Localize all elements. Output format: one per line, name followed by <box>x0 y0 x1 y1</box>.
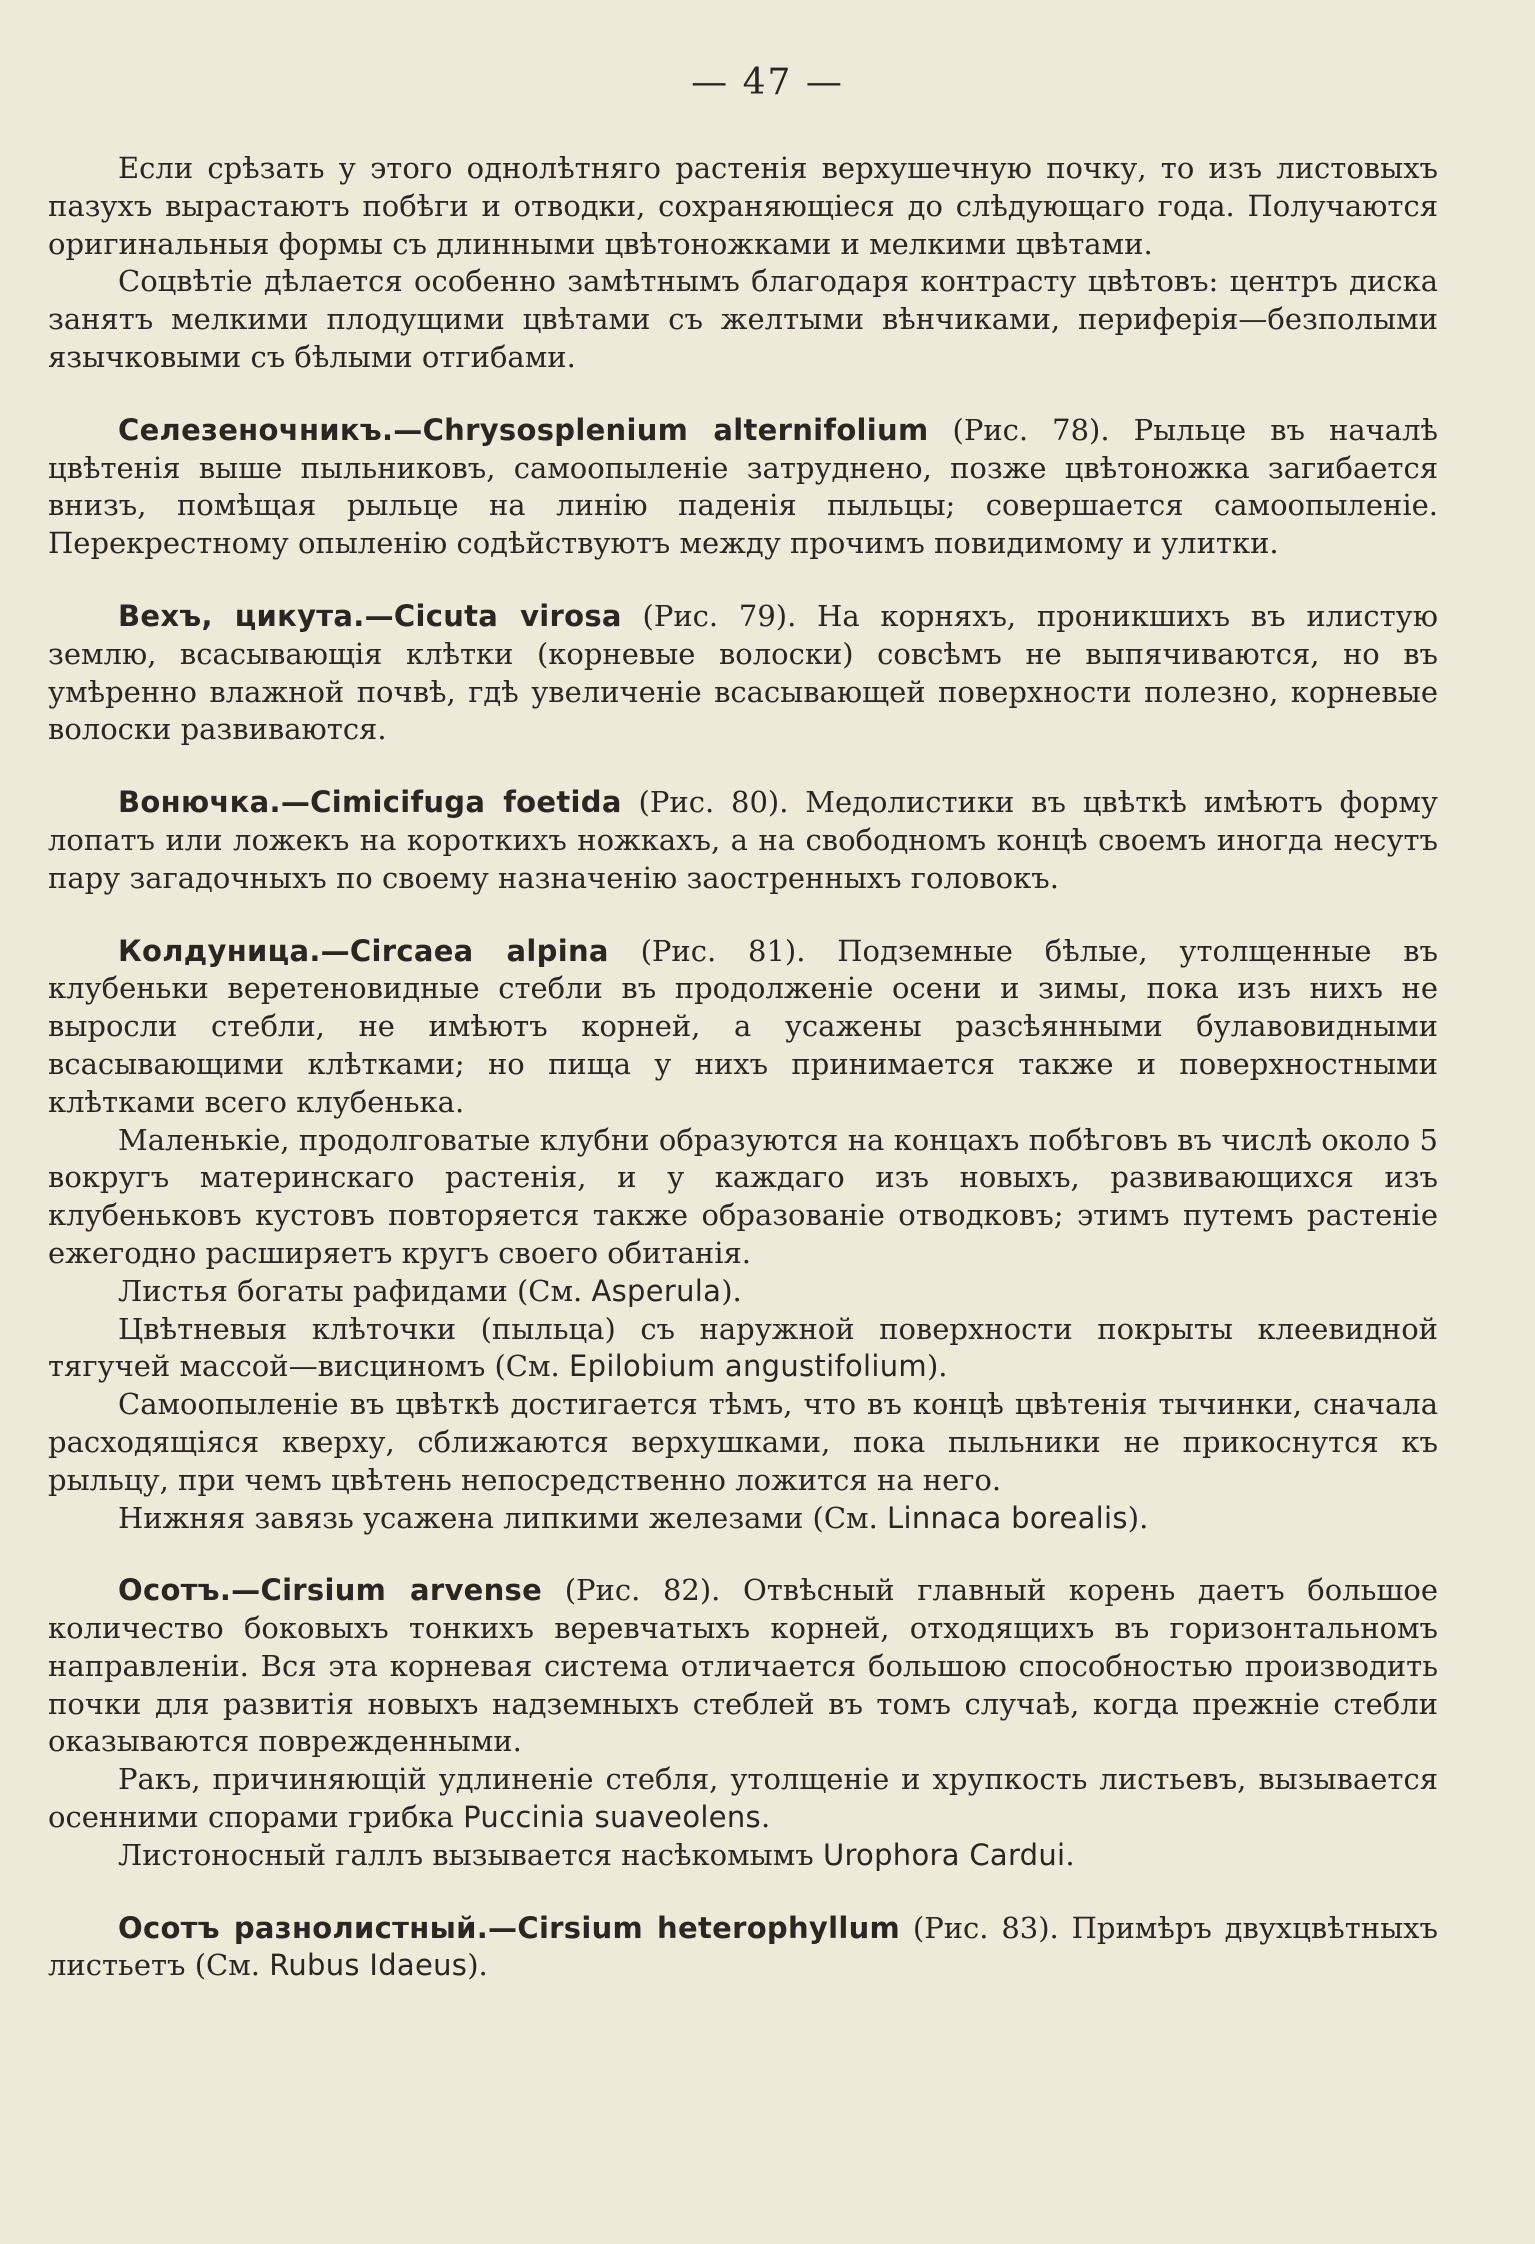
latin-name: Linnaca borealis <box>887 1500 1128 1535</box>
latin-name: Asperula <box>591 1273 722 1308</box>
latin-name: Epilobium angustifolium <box>568 1349 927 1384</box>
entry-term: Селезеночникъ.—Chrysosplenium alternifolium <box>118 412 929 447</box>
paragraph-text: ). <box>926 1349 948 1384</box>
paragraph-text: (Рис. 80). Медолистики въ цвѣткѣ имѣютъ форму лопатъ или ложекъ на короткихъ ножкахъ, а на свободномъ концѣ своемъ иногда несутъ пару загадочныхъ по своему назначенію заостренныхъ головокъ. <box>48 785 1438 895</box>
paragraph-text: Листоносный галлъ вызывается насѣкомымъ <box>118 1837 823 1872</box>
paragraph <box>48 150 1438 263</box>
paragraph-text: ). <box>1127 1500 1149 1535</box>
paragraph-text: (Рис. 81). Подземные бѣлые, утолщенные въ клубеньки веретеновидные стебли въ продолженіе осени и зимы, пока изъ нихъ не выросли стебли, не имѣютъ корней, а усажены разсѣянными булавовидными всасывающими клѣтками; но пища у нихъ принимается также и поверхностными клѣтками всего клубенька. <box>48 933 1438 1119</box>
paragraph <box>48 1273 1438 1311</box>
entry-paragraph <box>48 784 1438 897</box>
entry-term: Колдуница.—Circaea alpina <box>118 933 609 968</box>
entry-paragraph <box>48 1910 1438 1986</box>
paragraph <box>48 1122 1438 1273</box>
entry-paragraph <box>48 933 1438 1122</box>
entry-paragraph <box>48 412 1438 563</box>
paragraph-text: . <box>760 1800 771 1835</box>
latin-name: Puccinia suaveolens <box>463 1800 761 1835</box>
paragraph-text: Соцвѣтіе дѣлается особенно замѣтнымъ благодаря контрасту цвѣтовъ: центръ диска занятъ мелкими плодущими цвѣтами съ желтыми вѣнчиками, периферія—безполыми язычковыми съ бѣлыми отгибами. <box>48 264 1438 374</box>
entry-paragraph <box>48 1572 1438 1761</box>
paragraph <box>48 1386 1438 1499</box>
paragraph-text: Если срѣзать у этого однолѣтняго растенія верхушечную почку, то изъ листовыхъ пазухъ вырастаютъ побѣги и отводки, сохраняющіеся до слѣдующаго года. Получаются оригинальныя формы съ длинными цвѣтоножками и мелкими цвѣтами. <box>48 151 1438 261</box>
paragraph-text: Нижняя завязь усажена липкими железами (См. <box>118 1500 888 1535</box>
paragraph <box>48 1837 1438 1875</box>
paragraph-text: (Рис. 83). Примѣръ двухцвѣтныхъ листьетъ (См. <box>48 1910 1438 1983</box>
page-text <box>48 150 1438 1985</box>
entry-term: Вонючка.—Cimicifuga foetida <box>118 785 622 820</box>
paragraph <box>48 1500 1438 1538</box>
paragraph-text: Ракъ, причиняющій удлиненіе стебля, утолщеніе и хрупкость листьевъ, вызывается осенними спорами грибка <box>48 1762 1438 1835</box>
paragraph-text: Маленькіе, продолговатые клубни образуются на концахъ побѣговъ въ числѣ около 5 вокругъ материнскаго растенія, и у каждаго изъ новыхъ, развивающихся изъ клубеньковъ кустовъ повторяется также образованіе отводковъ; этимъ путемъ растеніе ежегодно расширяетъ кругъ своего обитанія. <box>48 1122 1438 1270</box>
paragraph-text: Цвѣтневыя клѣточки (пыльца) съ наружной поверхности покрыты клеевидной тягучей массой—висциномъ (См. <box>48 1311 1438 1384</box>
paragraph-text: (Рис. 79). На корняхъ, проникшихъ въ илистую землю, всасывающія клѣтки (корневые волоски) совсѣмъ не выпячиваются, но въ умѣренно влажной почвѣ, гдѣ увеличеніе всасывающей поверхности полезно, корневые волоски развиваются. <box>48 598 1438 747</box>
paragraph-text: ). <box>721 1273 742 1308</box>
paragraph-text: Листья богаты рафидами (См. <box>118 1273 592 1308</box>
paragraph <box>48 263 1438 376</box>
paragraph-text: . <box>1065 1837 1075 1872</box>
latin-name: Rubus Idaeus <box>269 1948 468 1983</box>
latin-name: Urophora Cardui <box>822 1837 1066 1872</box>
paragraph <box>48 1311 1438 1387</box>
entry-term: Осотъ.—Cirsium arvense <box>118 1573 543 1608</box>
page-number: — 47 — <box>691 62 844 103</box>
paragraph-text: ). <box>467 1948 488 1983</box>
entry-paragraph <box>48 598 1438 749</box>
entry-term: Вехъ, цикута.—Cicuta virosa <box>118 598 622 633</box>
paragraph <box>48 1761 1438 1837</box>
paragraph-text: Самоопыленіе въ цвѣткѣ достигается тѣмъ, что въ концѣ цвѣтенія тычинки, сначала расходящіяся кверху, сближаются верхушками, пока пыльники не прикоснутся къ рыльцу, при чемъ цвѣтень непосредственно ложится на него. <box>48 1387 1438 1497</box>
paragraph-text: (Рис. 82). Отвѣсный главный корень даетъ большое количество боковыхъ тонкихъ веревчатыхъ корней, отходящихъ въ горизонтальномъ направленіи. Вся эта корневая система отличается большою способностью производить почки для развитія новыхъ надземныхъ стеблей въ томъ случаѣ, когда прежніе стебли оказываются поврежденными. <box>48 1573 1438 1759</box>
paragraph-text: (Рис. 78). Рыльце въ началѣ цвѣтенія выше пыльниковъ, самоопыленіе затруднено, позже цвѣтоножка загибается внизъ, помѣщая рыльце на линію паденія пыльцы; совершается самоопыленіе. Перекрестному опыленію содѣйствуютъ между прочимъ повидимому и улитки. <box>48 412 1438 561</box>
entry-term: Осотъ разнолистный.—Cirsium heterophyllum <box>118 1910 901 1945</box>
